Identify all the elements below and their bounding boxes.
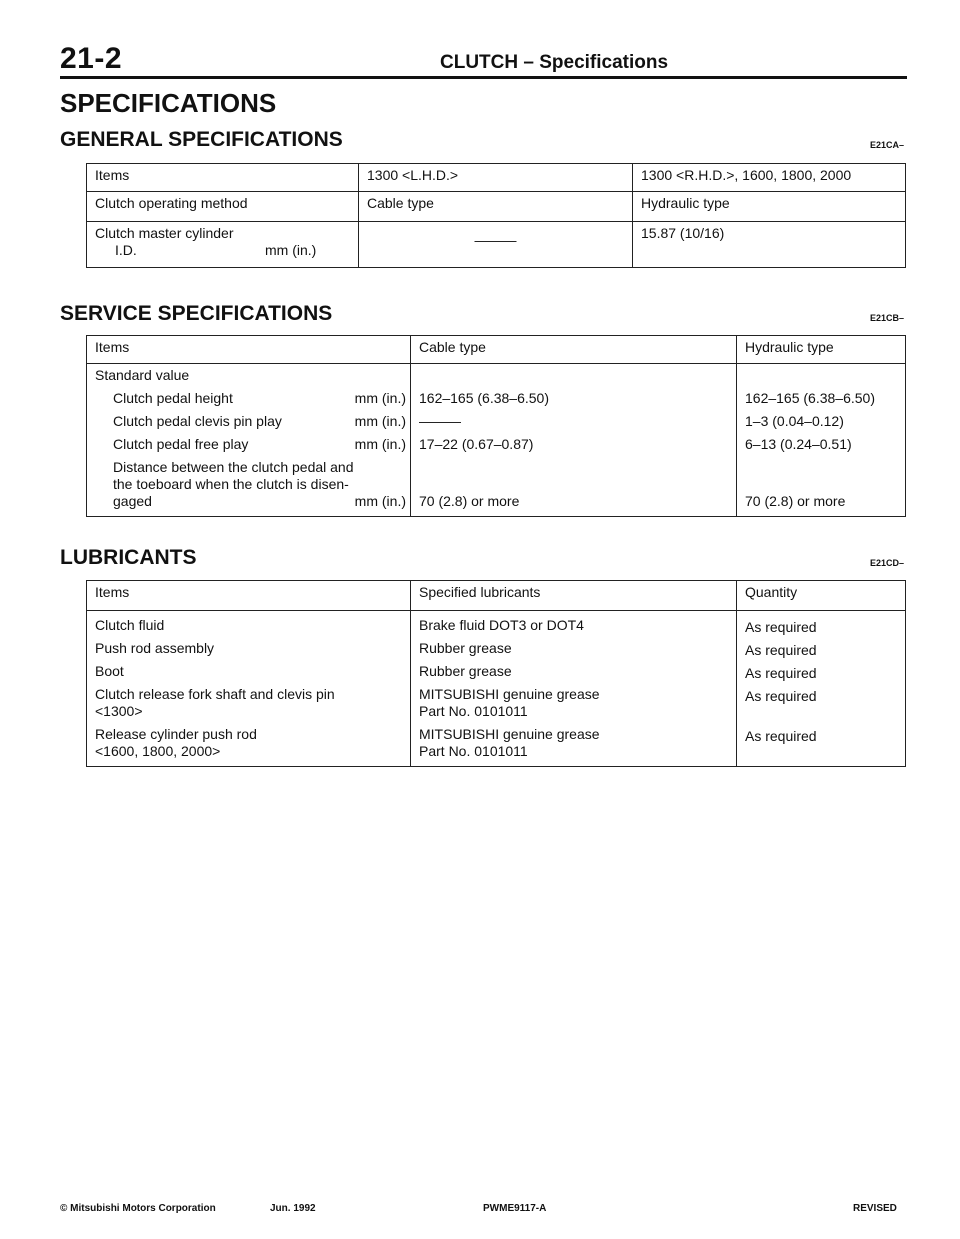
header-cell: Hydraulic type [737, 336, 906, 364]
table-row [87, 192, 906, 222]
unit-label: mm (in.) [265, 241, 317, 258]
spec-item [95, 436, 406, 459]
lubricant-name: MITSUBISHI genuine grease [419, 686, 600, 702]
spec-item [95, 390, 406, 413]
spec-item-label: the toeboard when the clutch is disen- [113, 476, 349, 492]
quantity-cell [737, 611, 906, 767]
header-cell: Specified lubricants [411, 581, 737, 611]
value-cell: Hydraulic type [633, 192, 906, 222]
part-number: Part No. 0101011 [419, 703, 528, 719]
not-applicable-dash: ——— [474, 232, 517, 248]
header-cell: Quantity [737, 581, 906, 611]
item-cell [87, 364, 411, 517]
lubricant-item: Release cylinder push rod [95, 726, 257, 742]
spec-item-label: gaged [113, 493, 152, 509]
hydraulic-value-cell [737, 364, 906, 517]
footer-date: Jun. 1992 [270, 1203, 316, 1214]
group-label: Standard value [95, 367, 190, 383]
service-specs-table [86, 335, 906, 517]
item-cell: Clutch operating method [87, 192, 359, 222]
table-header-row [87, 164, 906, 192]
spec-item-label: Clutch pedal height [113, 390, 233, 406]
spec-value: 162–165 (6.38–6.50) [745, 390, 875, 406]
table-header-row [87, 581, 906, 611]
lubricant-name: Rubber grease [419, 640, 512, 656]
table-row [87, 611, 906, 767]
header-cell: Cable type [411, 336, 737, 364]
footer-copyright: © Mitsubishi Motors Corporation [60, 1203, 216, 1214]
quantity-value: As required [745, 728, 817, 744]
item-cell [87, 611, 411, 767]
table-row [87, 364, 906, 517]
item-sub-label: I.D. [115, 241, 137, 258]
quantity-value: As required [745, 665, 817, 681]
lubricant-name: MITSUBISHI genuine grease [419, 726, 600, 742]
header-cell: 1300 <L.H.D.> [359, 164, 633, 192]
general-specs-code: E21CA– [870, 140, 905, 150]
value-cell: 15.87 (10/16) [633, 222, 906, 268]
spec-item-label: Clutch pedal free play [113, 436, 249, 452]
header-cell: Items [87, 336, 411, 364]
lubricant-item: Boot [95, 663, 124, 679]
value-cell: Cable type [359, 192, 633, 222]
spec-value: 70 (2.8) or more [419, 493, 520, 509]
spec-item [95, 493, 406, 513]
lubricant-cell [411, 611, 737, 767]
item-cell [87, 222, 359, 268]
quantity-value: As required [745, 619, 817, 635]
lubricant-item: Push rod assembly [95, 640, 215, 656]
service-specs-title: SERVICE SPECIFICATIONS [60, 302, 333, 325]
lubricants-table [86, 580, 906, 767]
page-number: 21-2 [60, 42, 123, 75]
footer-status: REVISED [853, 1203, 897, 1214]
lubricant-name: Rubber grease [419, 663, 512, 679]
spec-value: 162–165 (6.38–6.50) [419, 390, 549, 406]
general-specs-table [86, 163, 906, 268]
lubricant-name: Brake fluid DOT3 or DOT4 [419, 617, 584, 633]
item-label: Clutch master cylinder [95, 225, 234, 241]
lubricant-item: Clutch fluid [95, 617, 165, 633]
unit-label: mm (in.) [354, 413, 406, 429]
cable-value-cell [411, 364, 737, 517]
part-number: Part No. 0101011 [419, 743, 528, 759]
spec-item [95, 413, 406, 436]
lubricant-item: Clutch release fork shaft and clevis pin [95, 686, 335, 702]
table-row [87, 222, 906, 268]
lubricants-code: E21CD– [870, 558, 905, 568]
spec-value: 70 (2.8) or more [745, 493, 846, 509]
page-header [60, 40, 907, 79]
unit-label: mm (in.) [354, 390, 406, 406]
footer-doc-id: PWME9117-A [483, 1203, 547, 1214]
spec-value: 6–13 (0.24–0.51) [745, 436, 852, 452]
value-cell [359, 222, 633, 268]
header-cell: 1300 <R.H.D.>, 1600, 1800, 2000 [633, 164, 906, 192]
lubricant-item-variant: <1300> [95, 703, 143, 719]
general-specs-title: GENERAL SPECIFICATIONS [60, 128, 343, 151]
spec-item-label: Clutch pedal clevis pin play [113, 413, 282, 429]
spec-item-label: Distance between the clutch pedal and [113, 459, 354, 475]
not-applicable-dash: ——— [419, 413, 461, 429]
unit-label: mm (in.) [354, 493, 406, 509]
quantity-value: As required [745, 642, 817, 658]
spec-value: 1–3 (0.04–0.12) [745, 413, 844, 429]
lubricants-title: LUBRICANTS [60, 546, 197, 569]
unit-label: mm (in.) [354, 436, 406, 452]
table-header-row [87, 336, 906, 364]
header-cell: Items [87, 164, 359, 192]
spec-value: 17–22 (0.67–0.87) [419, 436, 534, 452]
service-specs-code: E21CB– [870, 313, 905, 323]
quantity-value: As required [745, 688, 817, 704]
lubricant-item-variant: <1600, 1800, 2000> [95, 743, 221, 759]
header-title: CLUTCH – Specifications [440, 52, 669, 73]
page-title: SPECIFICATIONS [60, 88, 277, 118]
header-cell: Items [87, 581, 411, 611]
